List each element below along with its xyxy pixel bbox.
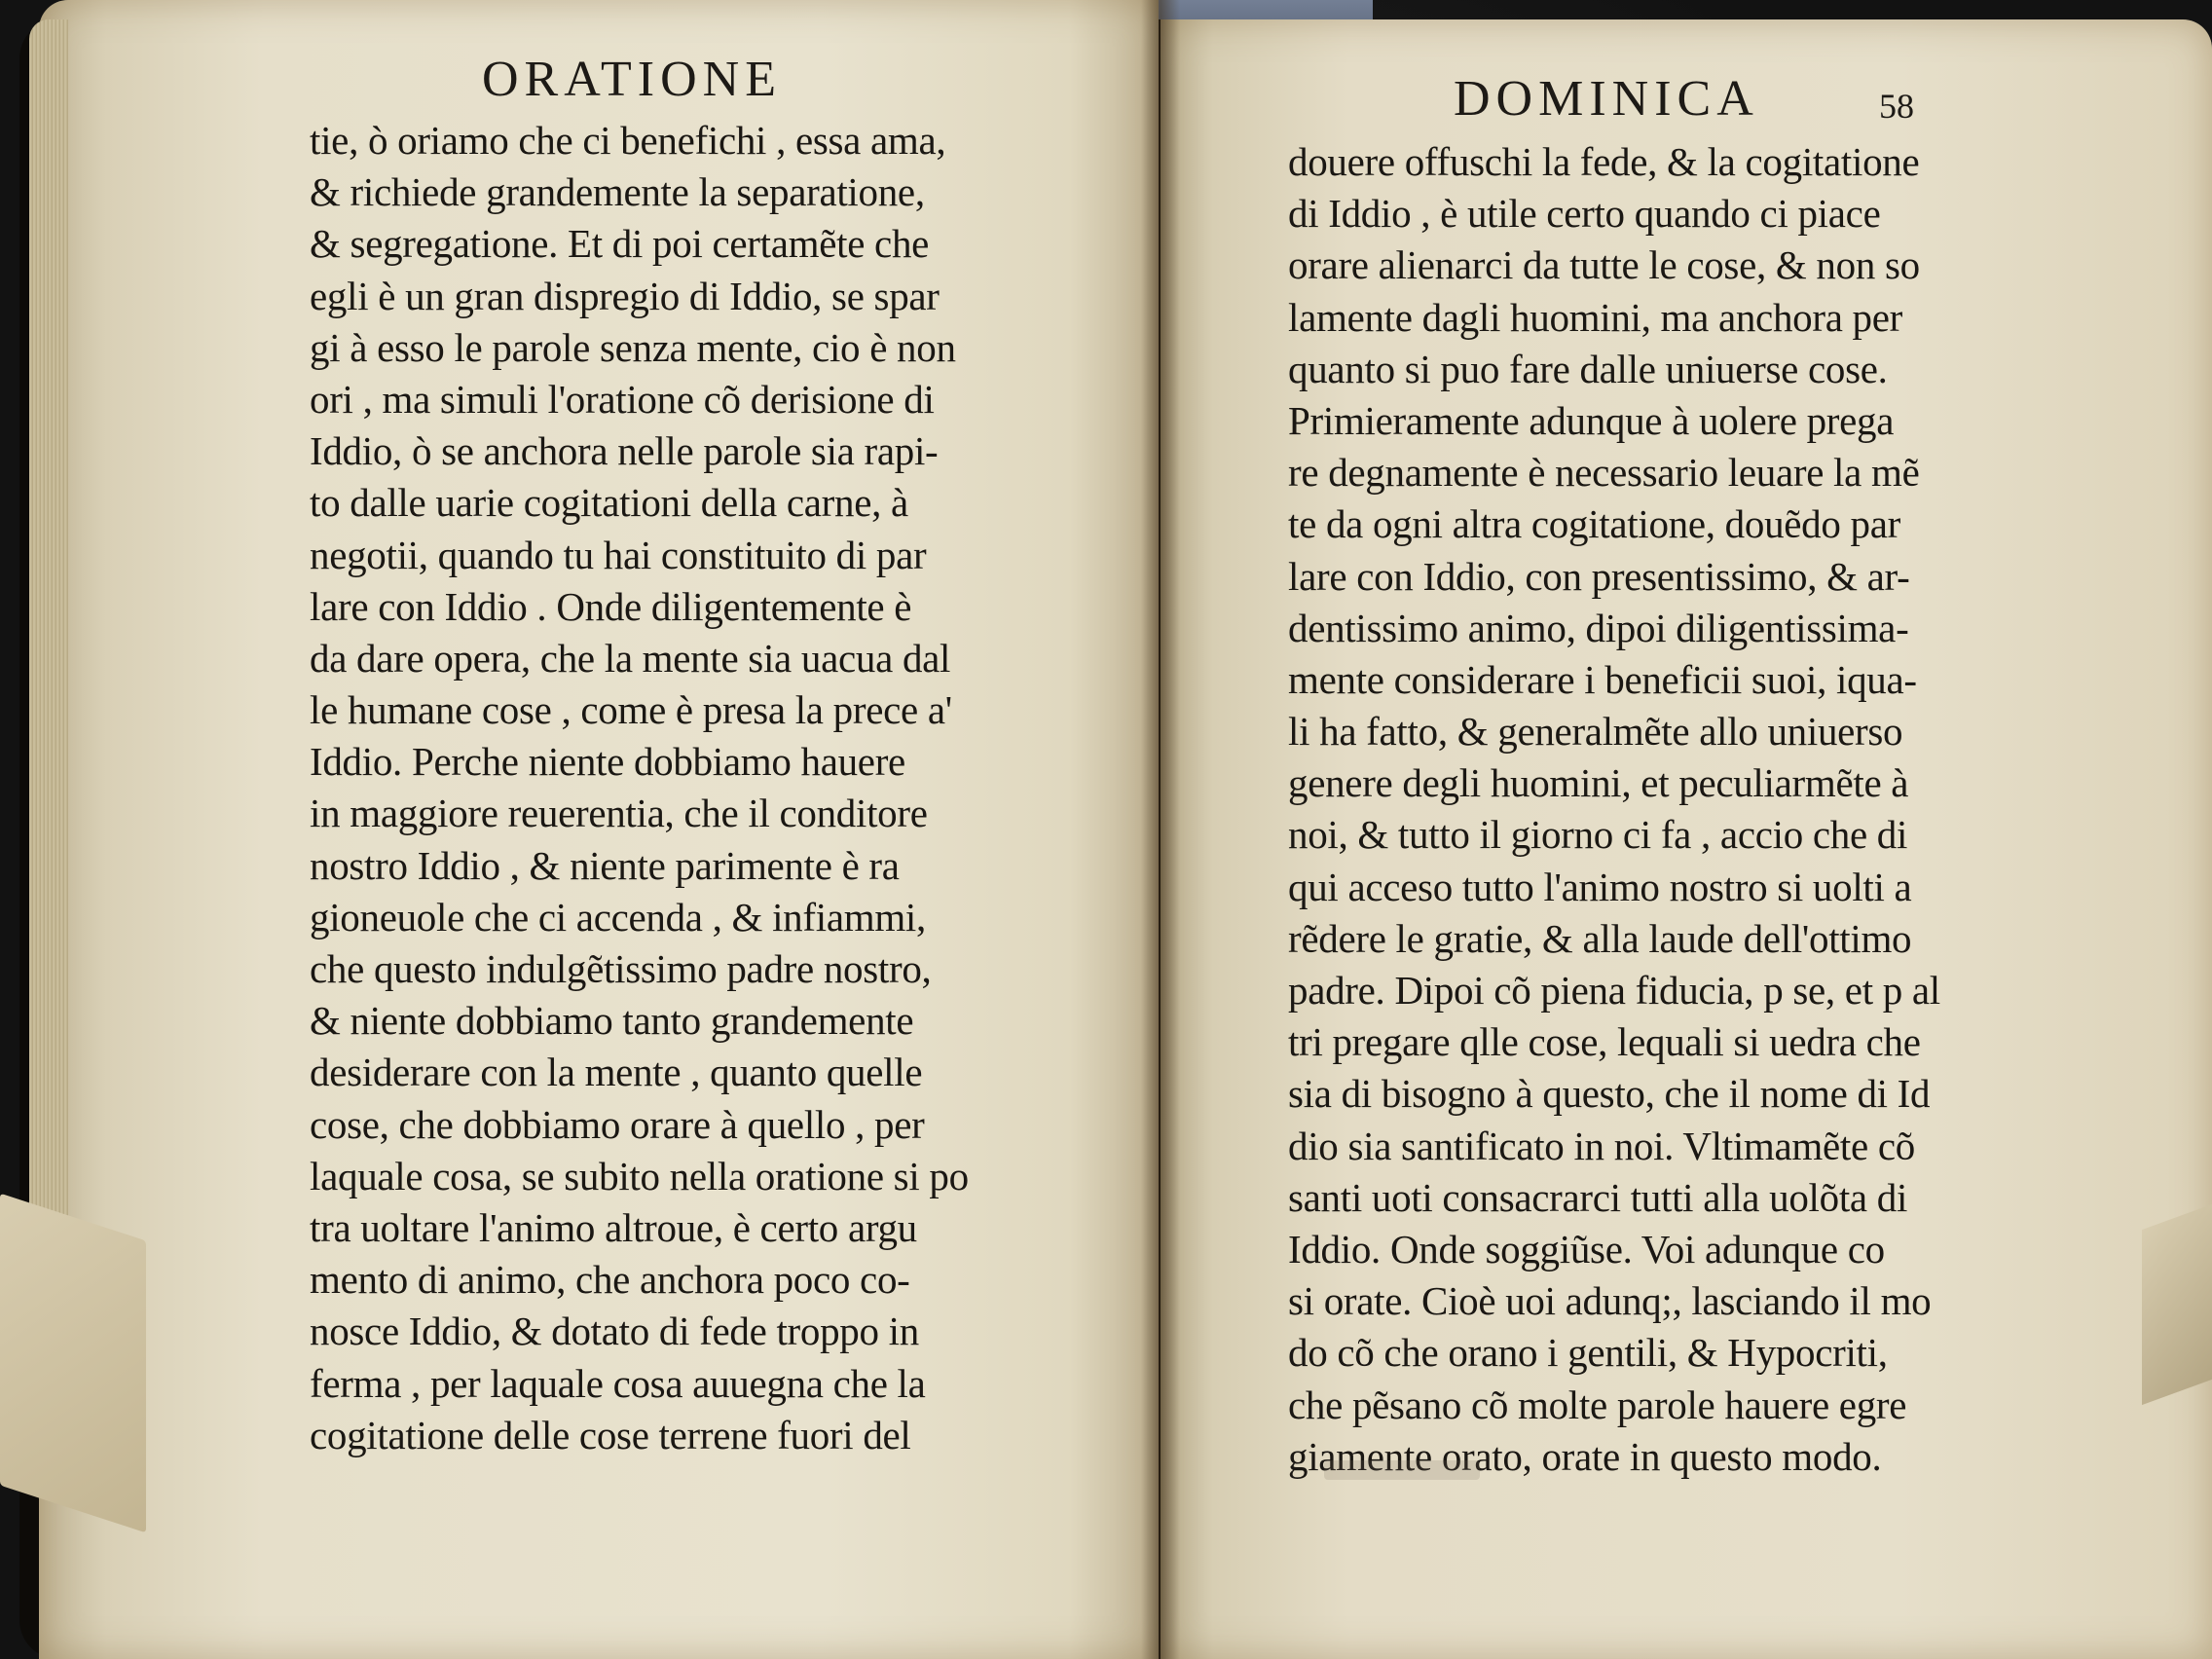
text-line: rẽdere le gratie, & alla laude dell'ottimo: [1288, 915, 1912, 961]
text-line: Iddio, ò se anchora nelle parole sia rapi-: [310, 428, 939, 474]
left-cover-corner: [0, 1194, 146, 1533]
text-line: nostro Iddio , & niente parimente è ra: [310, 842, 900, 888]
text-line: tie, ò oriamo che ci benefichi , essa ama,: [310, 118, 946, 163]
right-page-text: [1288, 136, 2028, 1483]
text-line: orare alienarci da tutte le cose, & non so: [1288, 242, 1920, 288]
text-line: ferma , per laquale cosa auuegna che la: [310, 1360, 926, 1406]
text-line: & segregatione. Et di poi certamẽte che: [310, 221, 930, 267]
right-running-head: DOMINICA: [1454, 71, 1759, 127]
text-line: te da ogni altra cogitatione, douẽdo par: [1288, 501, 1900, 547]
text-line: gi à esso le parole senza mente, cio è non: [310, 324, 956, 370]
text-line: santi uoti consacrarci tutti alla uolõta di: [1288, 1174, 1908, 1220]
page-number: 58: [1879, 87, 1914, 126]
text-line: negotii, quando tu hai constituito di par: [310, 532, 927, 577]
text-line: & richiede grandemente la separatione,: [310, 169, 925, 215]
text-line: lamente dagli huomini, ma anchora per: [1288, 294, 1903, 340]
text-line: tra uoltare l'animo altroue, è certo argu: [310, 1204, 917, 1250]
text-line: ori , ma simuli l'oratione cõ derisione di: [310, 376, 935, 422]
left-running-head: ORATIONE: [482, 52, 782, 107]
text-line: & niente dobbiamo tanto grandemente: [310, 998, 914, 1044]
text-line: padre. Dipoi cõ piena fiducia, p se, et p al: [1288, 968, 1940, 1013]
text-line: tri pregare qlle cose, lequali si uedra che: [1288, 1019, 1921, 1065]
text-line: nosce Iddio, & dotato di fede troppo in: [310, 1309, 919, 1354]
text-line: dentissimo animo, dipoi diligentissima-: [1288, 605, 1909, 650]
book-gutter: [1141, 0, 1180, 1659]
text-line: sia di bisogno à questo, che il nome di Id: [1288, 1071, 1931, 1117]
text-line: che pẽsano cõ molte parole hauere egre: [1288, 1382, 1907, 1427]
text-line: Iddio. Perche niente dobbiamo hauere: [310, 739, 905, 785]
text-line: cose, che dobbiamo orare à quello , per: [310, 1101, 925, 1147]
text-line: giamente orato, orate in questo modo.: [1288, 1433, 1882, 1479]
text-line: che questo indulgẽtissimo padre nostro,: [310, 946, 932, 991]
text-line: quanto si puo fare dalle uniuerse cose.: [1288, 346, 1888, 391]
text-line: genere degli huomini, et peculiarmẽte à: [1288, 760, 1909, 806]
text-line: do cõ che orano i gentili, & Hypocriti,: [1288, 1330, 1888, 1376]
text-line: qui acceso tutto l'animo nostro si uolti a: [1288, 864, 1912, 909]
text-line: da dare opera, che la mente sia uacua dal: [310, 635, 951, 681]
text-line: to dalle uarie cogitationi della carne, à: [310, 480, 908, 526]
text-line: douere offuschi la fede, & la cogitatione: [1288, 139, 1920, 184]
text-line: desiderare con la mente , quanto quelle: [310, 1050, 923, 1095]
text-line: re degnamente è necessario leuare la mẽ: [1288, 450, 1920, 496]
show-through-ghost-text: [1324, 1460, 1480, 1480]
text-line: dio sia santificato in noi. Vltimamẽte cõ: [1288, 1123, 1915, 1168]
text-line: cogitatione delle cose terrene fuori del: [310, 1412, 911, 1457]
text-line: in maggiore reuerentia, che il conditore: [310, 791, 928, 836]
left-page-text: [310, 115, 1069, 1461]
text-line: laquale cosa, se subito nella oratione si po: [310, 1153, 969, 1198]
text-line: si orate. Cioè uoi adunq;, lasciando il mo: [1288, 1278, 1932, 1324]
text-line: Primieramente adunque à uolere prega: [1288, 397, 1895, 443]
text-line: gioneuole che ci accenda , & infiammi,: [310, 894, 926, 940]
text-line: lare con Iddio, con presentissimo, & ar-: [1288, 553, 1910, 599]
text-line: le humane cose , come è presa la prece a': [310, 687, 952, 733]
text-line: egli è un gran dispregio di Iddio, se spar: [310, 273, 940, 318]
text-line: li ha fatto, & generalmẽte allo uniuerso: [1288, 709, 1903, 755]
text-line: noi, & tutto il giorno ci fa , accio che di: [1288, 812, 1908, 858]
text-line: di Iddio , è utile certo quando ci piace: [1288, 191, 1881, 237]
right-cover-corner: [2142, 1204, 2212, 1405]
text-line: lare con Iddio . Onde diligentemente è: [310, 583, 912, 629]
text-line: mento di animo, che anchora poco co-: [310, 1257, 910, 1303]
text-line: Iddio. Onde soggiũse. Voi adunque co: [1288, 1226, 1885, 1272]
text-line: mente considerare i beneficii suoi, iqua-: [1288, 656, 1917, 702]
